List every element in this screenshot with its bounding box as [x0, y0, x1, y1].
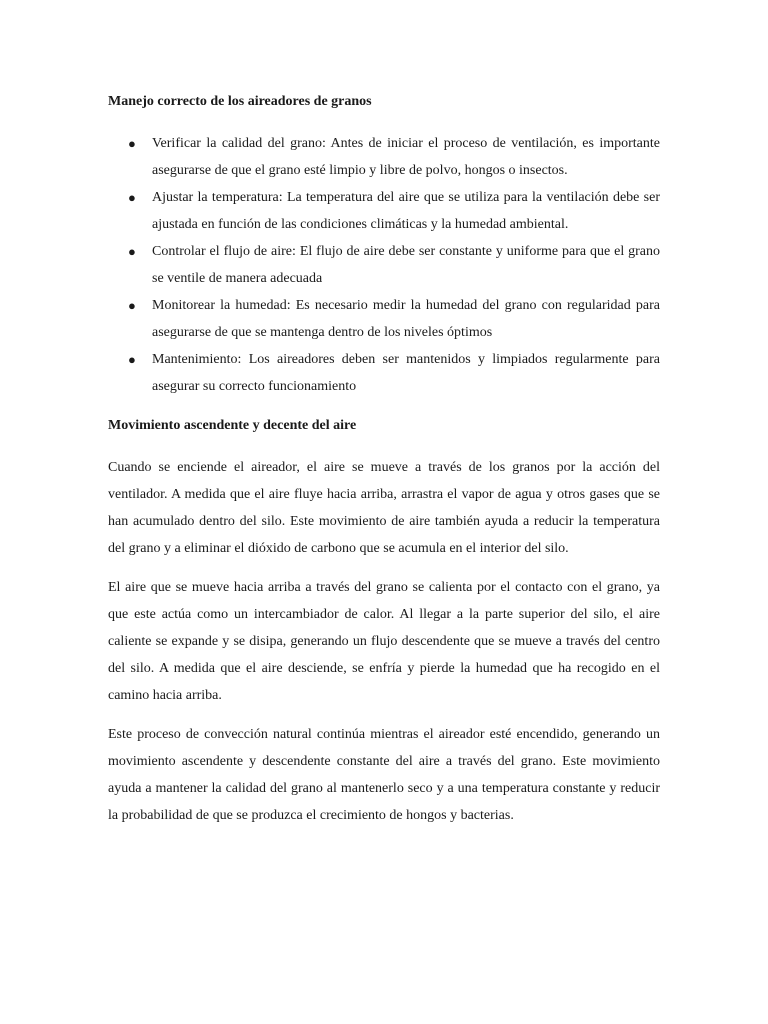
bullet-icon: ●: [128, 244, 136, 259]
list-item-text: Monitorear la humedad: Es necesario medir la humedad del grano con regularidad para asegurarse de que se mantenga dentro de los niveles óptimos: [152, 298, 660, 340]
list-item-text: Verificar la calidad del grano: Antes de iniciar el proceso de ventilación, es importante asegurarse de que el grano esté limpio y libre de polvo, hongos o insectos.: [152, 136, 660, 178]
list-item: [108, 238, 660, 292]
bullet-icon: ●: [128, 136, 136, 151]
section-heading-movimiento: Movimiento ascendente y decente del aire: [108, 418, 357, 433]
paragraph: Este proceso de convección natural continúa mientras el aireador esté encendido, generando un movimiento ascendente y descendente constante del aire a través del grano. Este movimiento ayuda a mantener la calidad del grano al mantenerlo seco y a una temperatura constante y reducir la probabilidad de que se produzca el crecimiento de hongos y bacterias.: [108, 727, 660, 823]
bullet-icon: ●: [128, 298, 136, 313]
list-item-text: Ajustar la temperatura: La temperatura del aire que se utiliza para la ventilación debe ser ajustada en función de las condiciones climáticas y la humedad ambiental.: [152, 190, 660, 232]
section-heading-aireadores: Manejo correcto de los aireadores de granos: [108, 94, 372, 109]
list-item: [108, 130, 660, 184]
list-item: [108, 292, 660, 346]
list-item: [108, 346, 660, 400]
list-item-text: Controlar el flujo de aire: El flujo de aire debe ser constante y uniforme para que el grano se ventile de manera adecuada: [152, 244, 660, 286]
paragraph: El aire que se mueve hacia arriba a través del grano se calienta por el contacto con el grano, ya que este actúa como un intercambiador de calor. Al llegar a la parte superior del silo, el aire caliente se expande y se disipa, generando un flujo descendente que se mueve a través del centro del silo. A medida que el aire desciende, se enfría y pierde la humedad que ha recogido en el camino hacia arriba.: [108, 580, 660, 703]
list-item-text: Mantenimiento: Los aireadores deben ser mantenidos y limpiados regularmente para asegurar su correcto funcionamiento: [152, 352, 660, 394]
bullet-icon: ●: [128, 352, 136, 367]
bullet-list: [108, 130, 660, 400]
document-content: [108, 88, 660, 841]
paragraph: Cuando se enciende el aireador, el aire se mueve a través de los granos por la acción del ventilador. A medida que el aire fluye hacia arriba, arrastra el vapor de agua y otros gases que se han acumulado dentro del silo. Este movimiento de aire también ayuda a reducir la temperatura del grano y a eliminar el dióxido de carbono que se acumula en el interior del silo.: [108, 460, 660, 556]
list-item: [108, 184, 660, 238]
bullet-icon: ●: [128, 190, 136, 205]
